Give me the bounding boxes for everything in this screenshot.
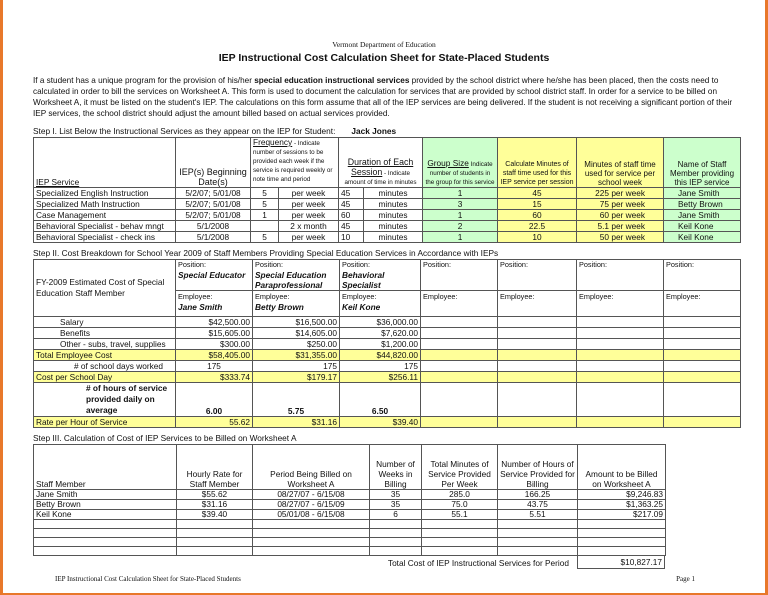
position-cell — [577, 260, 664, 291]
billing-cell: $9,246.83 — [578, 490, 666, 500]
cost-cell — [664, 328, 741, 339]
service-cell: 10 — [498, 232, 577, 243]
row-label: Other - subs, travel, supplies — [34, 339, 176, 350]
row-label: Rate per Hour of Service — [34, 417, 176, 428]
header-text: Group Size — [427, 158, 469, 168]
service-cell: Behavioral Specialist - check ins — [34, 232, 176, 243]
service-cell: 5/2/07; 5/01/08 — [176, 210, 251, 221]
billing-cell: 43.75 — [498, 500, 578, 510]
cost-cell — [577, 350, 664, 361]
billing-cell — [422, 538, 498, 547]
cost-cell — [421, 372, 498, 383]
billing-cell: 55.1 — [422, 510, 498, 520]
service-cell: minutes — [364, 188, 423, 199]
cost-row — [34, 372, 741, 383]
cost-cell — [498, 383, 577, 417]
cost-cell — [664, 350, 741, 361]
service-cell: 5 — [251, 199, 279, 210]
cost-cell: $7,620.00 — [340, 328, 421, 339]
service-cell: Jane Smith — [664, 188, 741, 199]
billing-cell — [34, 547, 177, 556]
service-cell: Jane Smith — [664, 210, 741, 221]
service-cell: 3 — [423, 199, 498, 210]
total-cost-value: $10,827.17 — [577, 556, 665, 569]
cost-row — [34, 417, 741, 428]
service-cell: per week — [279, 210, 339, 221]
step2-table — [33, 259, 741, 428]
service-cell: 1 — [423, 188, 498, 199]
service-cell: Behavioral Specialist - behav mngt — [34, 221, 176, 232]
cost-cell — [577, 339, 664, 350]
billing-cell — [422, 529, 498, 538]
billing-cell — [253, 547, 370, 556]
cost-cell — [664, 361, 741, 372]
cost-cell: $31,355.00 — [253, 350, 340, 361]
cost-cell — [664, 339, 741, 350]
cost-cell: $31.16 — [253, 417, 340, 428]
employee-cell — [498, 291, 577, 317]
billing-cell: 35 — [370, 490, 422, 500]
service-cell: 22.5 — [498, 221, 577, 232]
billing-cell — [578, 538, 666, 547]
cost-cell — [421, 328, 498, 339]
cost-cell: $36,000.00 — [340, 317, 421, 328]
cost-row — [34, 328, 741, 339]
footer-title: IEP Instructional Cost Calculation Sheet for State-Placed Students — [55, 575, 241, 583]
billing-cell: 5.51 — [498, 510, 578, 520]
cost-row — [34, 339, 741, 350]
cost-cell — [421, 361, 498, 372]
billing-row — [34, 547, 666, 556]
billing-cell: $55.62 — [177, 490, 253, 500]
total-cost-label: Total Cost of IEP Instructional Services for Period — [387, 558, 569, 568]
billing-cell — [370, 538, 422, 547]
billing-row — [34, 529, 666, 538]
step1-table — [33, 137, 741, 243]
cost-cell — [498, 361, 577, 372]
service-cell: Keil Kone — [664, 221, 741, 232]
step1-label-text: Step I. List Below the Instructional Services as they appear on the IEP for Student: — [33, 126, 336, 136]
position-cell — [421, 260, 498, 291]
cost-cell — [577, 328, 664, 339]
step3-header-row — [34, 445, 666, 490]
service-cell: Specialized Math Instruction — [34, 199, 176, 210]
header-minutes-per-week: Minutes of staff time used for service per school week — [577, 138, 664, 188]
billing-cell: $217.09 — [578, 510, 666, 520]
billing-cell — [34, 520, 177, 529]
cost-row — [34, 361, 741, 372]
billing-cell: 05/01/08 - 6/15/08 — [253, 510, 370, 520]
header-duration — [339, 138, 423, 188]
step1-label — [33, 126, 768, 136]
position-cell — [253, 260, 340, 291]
service-cell: 5/2/07; 5/01/08 — [176, 188, 251, 199]
billing-cell — [177, 520, 253, 529]
cost-cell — [664, 417, 741, 428]
billing-row — [34, 490, 666, 500]
employee-label: Employee: — [579, 292, 614, 301]
position-label: Position: — [255, 260, 283, 269]
position-name: Special Education Paraprofessional — [255, 270, 327, 290]
step3-table — [33, 444, 666, 556]
header-text: Frequency — [253, 137, 293, 147]
position-label: Position: — [666, 260, 694, 269]
position-label: Position: — [500, 260, 528, 269]
employee-cell — [253, 291, 340, 317]
header-staff-name: Name of Staff Member providing this IEP service — [664, 138, 741, 188]
header-note: - Indicate amount of time in minutes — [344, 170, 417, 186]
page-number: Page 1 — [676, 575, 695, 583]
step3-header: Total Minutes of Service Provided Per Week — [422, 445, 498, 490]
header-note: - Indicate number of sessions to be provided each week if the service is required weekly or note time and period — [253, 140, 333, 183]
billing-cell: Jane Smith — [34, 490, 177, 500]
employee-label: Employee: — [255, 292, 290, 301]
position-name: Behavioral Specialist — [342, 270, 385, 290]
cost-cell: 175 — [340, 361, 421, 372]
billing-row — [34, 538, 666, 547]
cost-cell — [664, 317, 741, 328]
service-cell — [251, 221, 279, 232]
header-calc-minutes: Calculate Minutes of staff time used for this IEP service per session — [498, 138, 577, 188]
cost-cell — [421, 417, 498, 428]
position-row — [34, 260, 741, 291]
service-cell: 60 per week — [577, 210, 664, 221]
employee-name: Keil Kone — [342, 302, 381, 312]
step3-header: Number of Weeks in Billing — [370, 445, 422, 490]
position-cell — [498, 260, 577, 291]
service-cell: 60 — [498, 210, 577, 221]
row-label: Cost per School Day — [34, 372, 176, 383]
service-cell: Specialized English Instruction — [34, 188, 176, 199]
billing-cell — [177, 529, 253, 538]
cost-cell — [498, 328, 577, 339]
billing-row — [34, 520, 666, 529]
cost-cell: $333.74 — [176, 372, 253, 383]
intro-text: If a student has a unique program for the provision of his/her — [33, 76, 255, 85]
header-text: Duration of Each Session — [347, 157, 414, 177]
service-cell: 5/2/07; 5/01/08 — [176, 199, 251, 210]
service-cell: 10 — [339, 232, 364, 243]
billing-cell — [370, 547, 422, 556]
page-content — [0, 40, 768, 584]
step3-header: Period Being Billed on Worksheet A — [253, 445, 370, 490]
employee-name: Jane Smith — [178, 302, 223, 312]
service-cell: Keil Kone — [664, 232, 741, 243]
billing-cell — [498, 520, 578, 529]
position-cell — [340, 260, 421, 291]
cost-cell: 55.62 — [176, 417, 253, 428]
cost-cell: $250.00 — [253, 339, 340, 350]
employee-label: Employee: — [342, 292, 377, 301]
page-title: IEP Instructional Cost Calculation Sheet for State-Placed Students — [218, 52, 550, 64]
cost-cell — [421, 383, 498, 417]
service-cell: minutes — [364, 199, 423, 210]
cost-cell: $16,500.00 — [253, 317, 340, 328]
billing-cell — [498, 547, 578, 556]
cost-cell: $256.11 — [340, 372, 421, 383]
cost-cell: $300.00 — [176, 339, 253, 350]
service-cell: 5.1 per week — [577, 221, 664, 232]
step3-header: Number of Hours of Service Provided for Billing — [498, 445, 578, 490]
billing-cell — [422, 520, 498, 529]
employee-label: Employee: — [666, 292, 701, 301]
billing-cell — [253, 529, 370, 538]
header-frequency — [251, 138, 339, 188]
position-cell — [176, 260, 253, 291]
billing-cell — [253, 520, 370, 529]
billing-cell: Keil Kone — [34, 510, 177, 520]
service-cell: 1 — [251, 210, 279, 221]
step3-header: Staff Member — [34, 445, 177, 490]
billing-cell — [578, 547, 666, 556]
header-text: IEP Service — [36, 177, 80, 187]
intro-bold: special education instructional services — [254, 76, 410, 85]
cost-cell — [577, 417, 664, 428]
service-row — [34, 232, 741, 243]
service-cell: 5/1/2008 — [176, 232, 251, 243]
billing-cell: 285.0 — [422, 490, 498, 500]
billing-cell — [498, 529, 578, 538]
cost-cell: 6.00 — [176, 383, 253, 417]
intro-text-rest: provided by the school district where he/she has been placed, then the costs need to calculated in order to bill the services on Worksheet A. This form is used to document the calculation for services that are provided by school district staff. In order for a service to be billed on Worksheet A, it must be listed on the student's IEP. The calculations on this form assume that all of the IEP services are being delivered. If the student is not receiving a significant portion of their IEP services, the school district should adjust the amount billed based on actual services provided. — [33, 76, 733, 118]
billing-cell — [34, 529, 177, 538]
footer — [55, 575, 695, 584]
cost-cell — [421, 350, 498, 361]
service-cell: 1 — [423, 232, 498, 243]
service-cell: per week — [279, 232, 339, 243]
total-cost-row — [33, 556, 665, 569]
billing-cell: $39.40 — [177, 510, 253, 520]
service-cell: minutes — [364, 210, 423, 221]
cost-cell: $44,820.00 — [340, 350, 421, 361]
employee-cell — [340, 291, 421, 317]
billing-cell — [370, 520, 422, 529]
cost-cell: $15,605.00 — [176, 328, 253, 339]
billing-cell — [177, 538, 253, 547]
employee-label: Employee: — [423, 292, 458, 301]
service-cell: 45 — [339, 188, 364, 199]
position-label: Position: — [178, 260, 206, 269]
service-row — [34, 210, 741, 221]
service-cell: 5/1/2008 — [176, 221, 251, 232]
billing-cell — [578, 529, 666, 538]
cost-cell — [498, 317, 577, 328]
service-row — [34, 221, 741, 232]
service-cell: per week — [279, 199, 339, 210]
employee-label: Employee: — [500, 292, 535, 301]
service-row — [34, 188, 741, 199]
cost-cell: 5.75 — [253, 383, 340, 417]
position-name: Special Educator — [178, 270, 246, 280]
cost-row — [34, 383, 741, 417]
billing-cell: 08/27/07 - 6/15/08 — [253, 490, 370, 500]
step3-header: Hourly Rate for Staff Member — [177, 445, 253, 490]
billing-cell — [422, 547, 498, 556]
cost-cell — [577, 317, 664, 328]
intro-paragraph — [33, 75, 740, 119]
employee-cell — [176, 291, 253, 317]
cost-cell — [421, 339, 498, 350]
position-cell — [664, 260, 741, 291]
cost-cell: $42,500.00 — [176, 317, 253, 328]
billing-cell: 166.25 — [498, 490, 578, 500]
header-iep-service — [34, 138, 176, 188]
service-cell: 15 — [498, 199, 577, 210]
service-cell: Case Management — [34, 210, 176, 221]
service-cell: 5 — [251, 232, 279, 243]
cost-cell: 6.50 — [340, 383, 421, 417]
header-dates: IEP(s) Beginning Date(s) — [176, 138, 251, 188]
cost-cell: 175 — [253, 361, 340, 372]
billing-cell — [177, 547, 253, 556]
service-cell: minutes — [364, 221, 423, 232]
cost-cell: $1,200.00 — [340, 339, 421, 350]
cost-cell: 175 — [176, 361, 253, 372]
billing-cell: 75.0 — [422, 500, 498, 510]
cost-cell — [498, 417, 577, 428]
corner-label: FY-2009 Estimated Cost of Special Education Staff Member — [34, 260, 176, 317]
position-label: Position: — [579, 260, 607, 269]
billing-cell — [370, 529, 422, 538]
billing-cell: 35 — [370, 500, 422, 510]
cost-cell: $39.40 — [340, 417, 421, 428]
service-cell: 60 — [339, 210, 364, 221]
cost-row — [34, 350, 741, 361]
service-cell: 5 — [251, 188, 279, 199]
service-row — [34, 199, 741, 210]
row-label: Salary — [34, 317, 176, 328]
billing-row — [34, 510, 666, 520]
billing-cell — [253, 538, 370, 547]
employee-cell — [421, 291, 498, 317]
employee-name: Betty Brown — [255, 302, 304, 312]
service-cell: 75 per week — [577, 199, 664, 210]
employee-label: Employee: — [178, 292, 213, 301]
service-cell: 45 — [339, 199, 364, 210]
cost-cell — [421, 317, 498, 328]
department-name: Vermont Department of Education — [332, 40, 436, 49]
step3-header: Amount to be Billed on Worksheet A — [578, 445, 666, 490]
billing-cell: $31.16 — [177, 500, 253, 510]
billing-cell — [578, 520, 666, 529]
cost-row — [34, 317, 741, 328]
cost-cell: $58,405.00 — [176, 350, 253, 361]
service-cell: minutes — [364, 232, 423, 243]
cost-cell — [664, 383, 741, 417]
step3-label: Step III. Calculation of Cost of IEP Services to be Billed on Worksheet A — [33, 433, 297, 443]
employee-cell — [664, 291, 741, 317]
student-name: Jack Jones — [351, 126, 397, 136]
row-label: # of school days worked — [34, 361, 176, 372]
service-cell: 45 — [498, 188, 577, 199]
row-label: # of hours of service provided daily on average — [34, 383, 176, 417]
header-note: Indicate number of students in the group for this service — [425, 161, 495, 186]
billing-cell: $1,363.25 — [578, 500, 666, 510]
cost-cell — [664, 372, 741, 383]
service-cell: 2 x month — [279, 221, 339, 232]
service-cell: 2 — [423, 221, 498, 232]
billing-cell — [498, 538, 578, 547]
billing-cell — [34, 538, 177, 547]
position-label: Position: — [342, 260, 370, 269]
service-cell: 225 per week — [577, 188, 664, 199]
step2-label: Step II. Cost Breakdown for School Year 2009 of Staff Members Providing Special Education Services in Accordance with IEPs — [33, 248, 499, 258]
cost-cell — [577, 361, 664, 372]
row-label: Total Employee Cost — [34, 350, 176, 361]
cost-cell: $14,605.00 — [253, 328, 340, 339]
cost-cell — [577, 372, 664, 383]
service-cell: Betty Brown — [664, 199, 741, 210]
cost-cell — [498, 350, 577, 361]
cost-cell: $179.17 — [253, 372, 340, 383]
row-label: Benefits — [34, 328, 176, 339]
service-cell: 1 — [423, 210, 498, 221]
service-cell: 50 per week — [577, 232, 664, 243]
header-group-size — [423, 138, 498, 188]
service-cell: 45 — [339, 221, 364, 232]
position-label: Position: — [423, 260, 451, 269]
billing-cell: 6 — [370, 510, 422, 520]
cost-cell — [577, 383, 664, 417]
employee-cell — [577, 291, 664, 317]
billing-cell: 08/27/07 - 6/15/09 — [253, 500, 370, 510]
billing-cell: Betty Brown — [34, 500, 177, 510]
service-cell: per week — [279, 188, 339, 199]
cost-cell — [498, 339, 577, 350]
billing-row — [34, 500, 666, 510]
cost-cell — [498, 372, 577, 383]
